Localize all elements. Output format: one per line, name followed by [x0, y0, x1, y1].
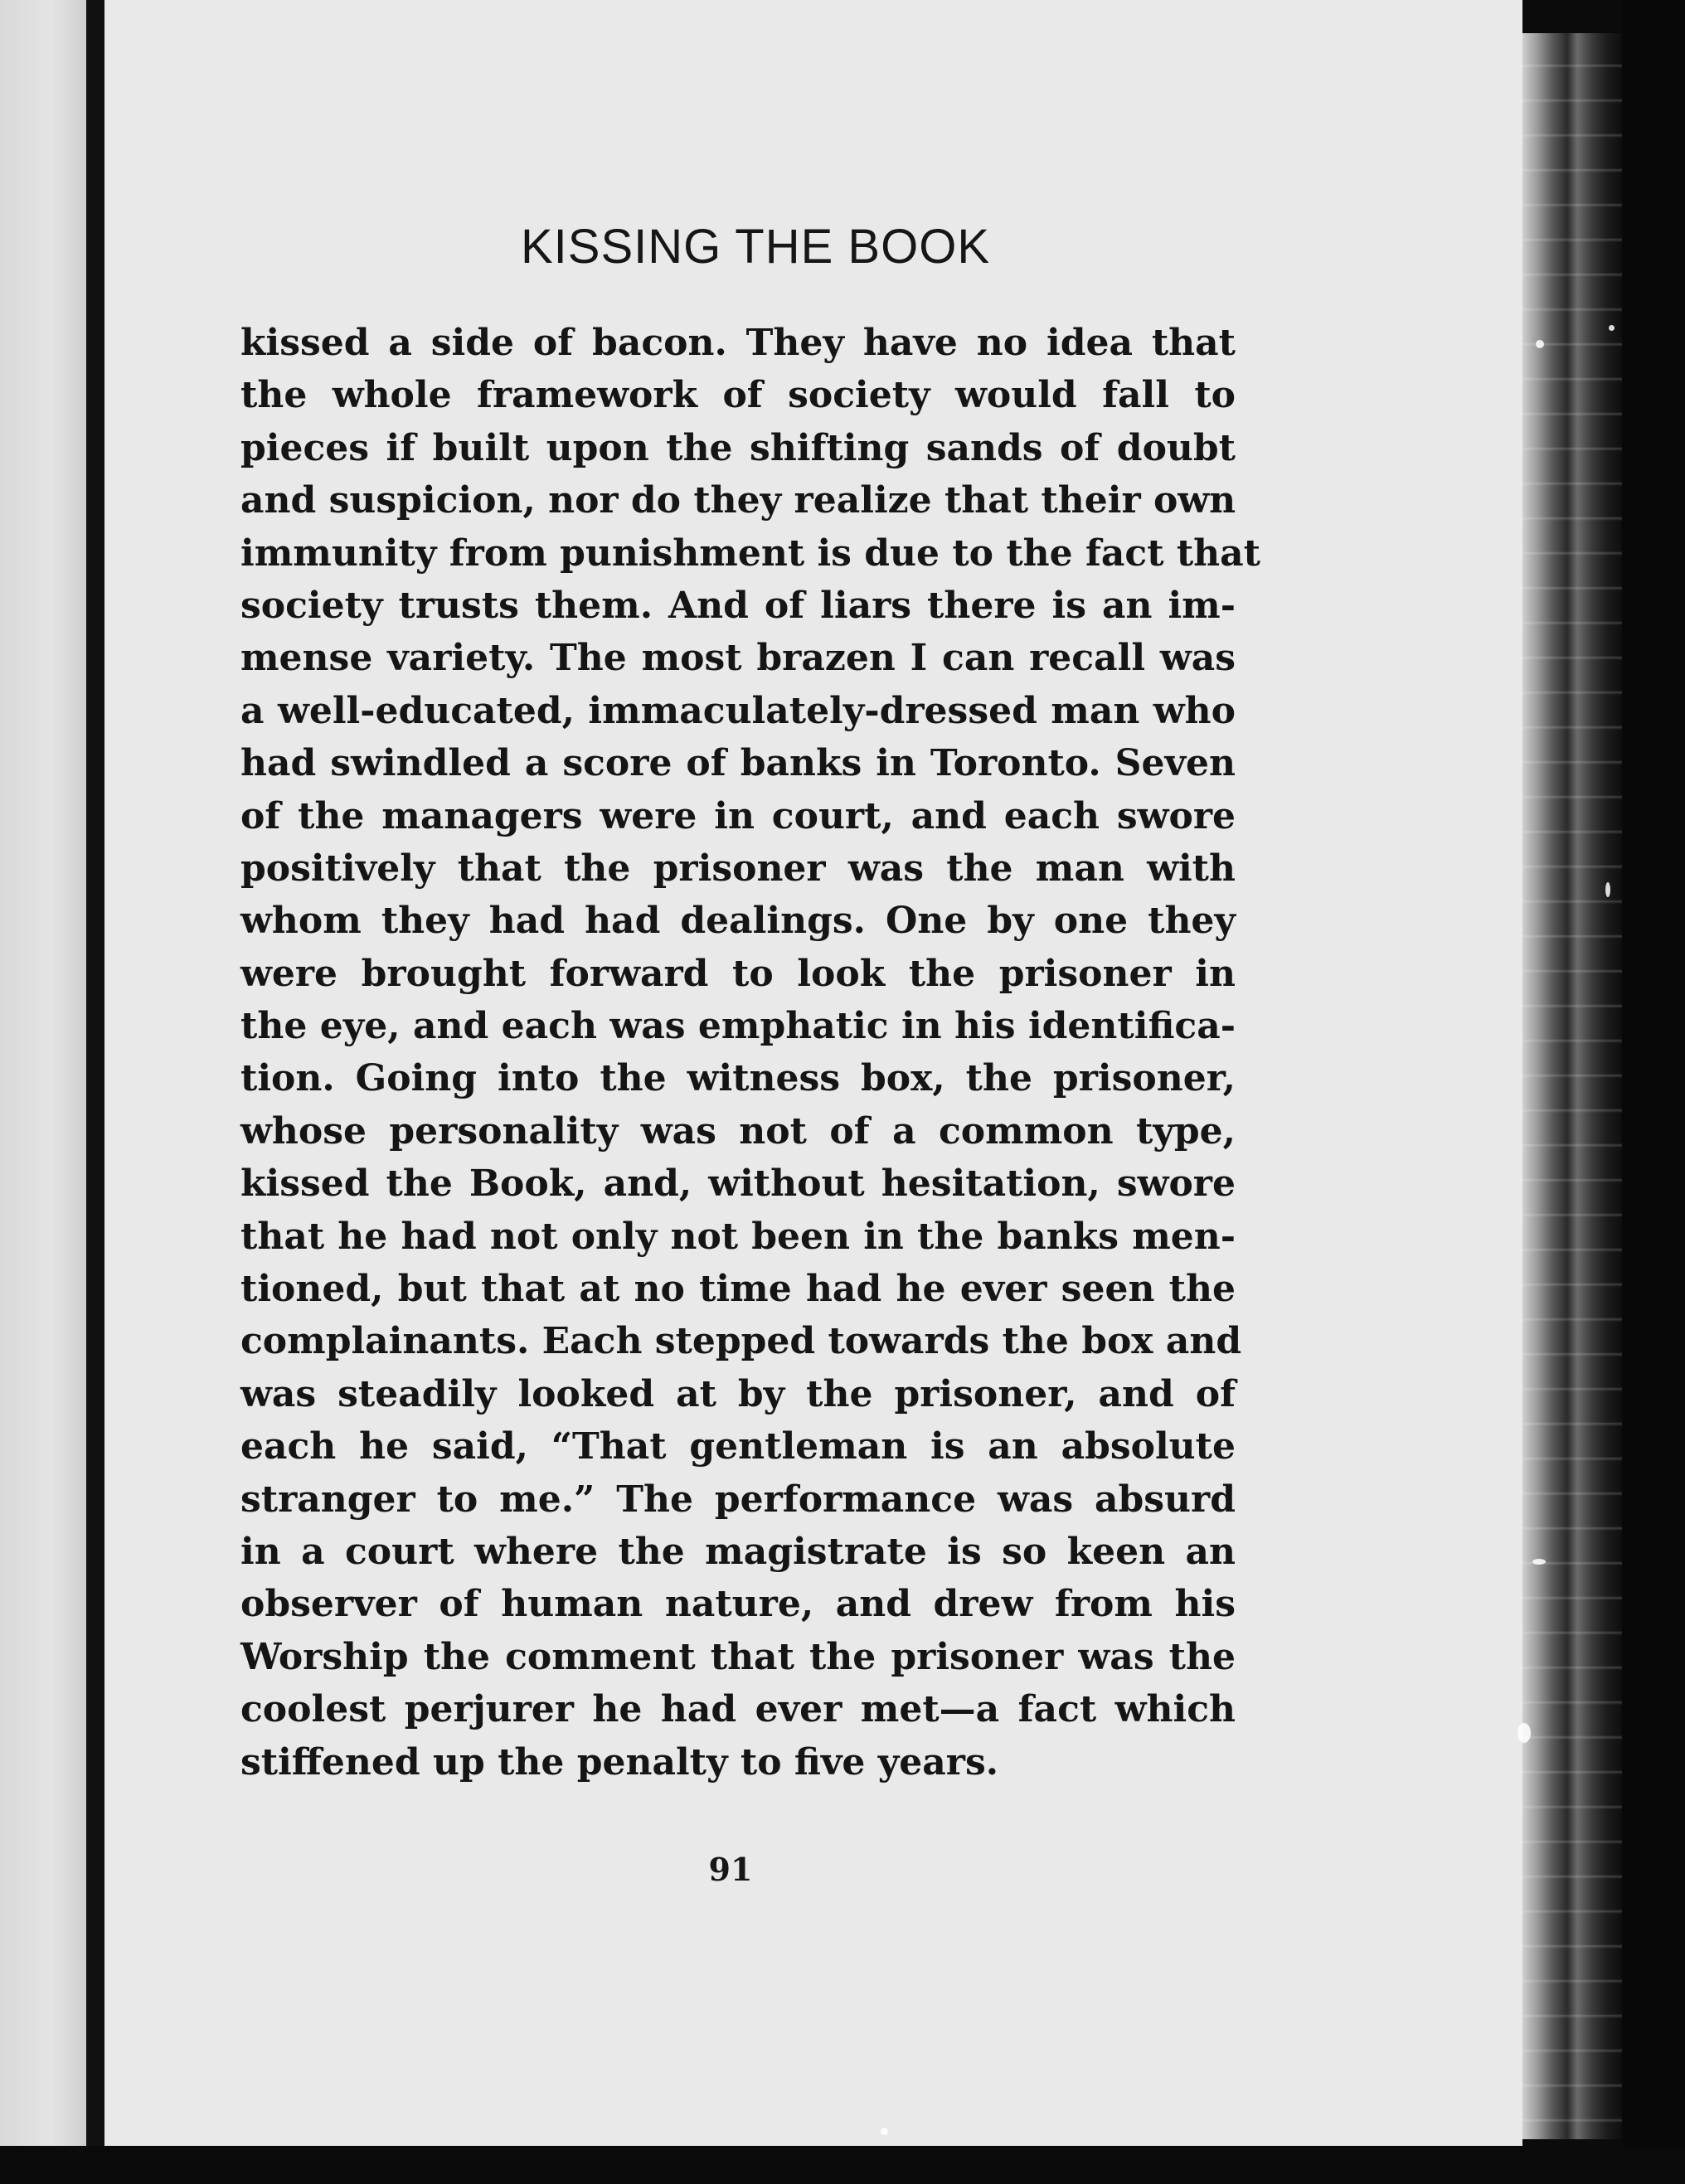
- page-edge-texture: [1522, 33, 1622, 2139]
- text-line: in a court where the magistrate is so keen an: [240, 1530, 1236, 1573]
- text-line: were brought forward to look the prisoner in: [240, 952, 1236, 995]
- running-head: KISSING THE BOOK: [520, 220, 991, 274]
- text-line: of the managers were in court, and each swore: [240, 794, 1236, 837]
- text-line: tioned, but that at no time had he ever seen the: [240, 1268, 1236, 1311]
- text-line: society trusts them. And of liars there is an im-: [240, 584, 1236, 627]
- dust-speck: [1532, 1559, 1546, 1565]
- text-line: pieces if built upon the shifting sands of doubt: [240, 426, 1236, 469]
- text-line: observer of human nature, and drew from his: [240, 1583, 1236, 1626]
- dust-speck: [1605, 882, 1610, 897]
- text-line: that he had not only not been in the banks men-: [240, 1215, 1236, 1258]
- dust-speck: [1609, 325, 1615, 331]
- scanner-background-bottom: [0, 2146, 1685, 2184]
- text-line: each he said, “That gentleman is an absolute: [240, 1425, 1236, 1468]
- text-line: whom they had had dealings. One by one they: [240, 900, 1236, 943]
- book-gutter: [86, 0, 104, 2184]
- text-line: had swindled a score of banks in Toronto. Seven: [240, 742, 1236, 785]
- text-line: immunity from punishment is due to the fact that: [240, 531, 1260, 575]
- text-line: positively that the prisoner was the man with: [240, 847, 1236, 890]
- dust-speck: [1517, 1723, 1531, 1743]
- dust-speck: [1536, 340, 1544, 348]
- page-number: 91: [708, 1851, 753, 1888]
- text-line: and suspicion, nor do they realize that their own: [240, 479, 1236, 522]
- body-text: [240, 317, 1260, 1788]
- text-line: complainants. Each stepped towards the box and: [240, 1320, 1242, 1363]
- scanner-background-right: [1622, 0, 1685, 2184]
- text-line: a well-educated, immaculately-dressed man who: [240, 689, 1236, 732]
- text-line: kissed the Book, and, without hesitation, swore: [240, 1162, 1236, 1206]
- text-line: Worship the comment that the prisoner was the: [240, 1635, 1236, 1678]
- text-line: was steadily looked at by the prisoner, and of: [240, 1372, 1236, 1415]
- text-line: stiffened up the penalty to five years.: [240, 1740, 999, 1784]
- text-line: coolest perjurer he had ever met—a fact which: [240, 1688, 1236, 1731]
- text-line: tion. Going into the witness box, the prisoner,: [240, 1057, 1236, 1100]
- facing-page-edge: [0, 0, 86, 2184]
- text-line: whose personality was not of a common type,: [240, 1109, 1236, 1153]
- text-line: stranger to me.” The performance was absurd: [240, 1478, 1236, 1521]
- text-line: the whole framework of society would fall to: [240, 374, 1236, 417]
- text-line: kissed a side of bacon. They have no idea that: [240, 322, 1236, 364]
- text-line: mense variety. The most brazen I can recall was: [240, 637, 1236, 680]
- text-line: the eye, and each was emphatic in his identifica-: [240, 1005, 1236, 1048]
- dust-speck: [881, 2128, 888, 2135]
